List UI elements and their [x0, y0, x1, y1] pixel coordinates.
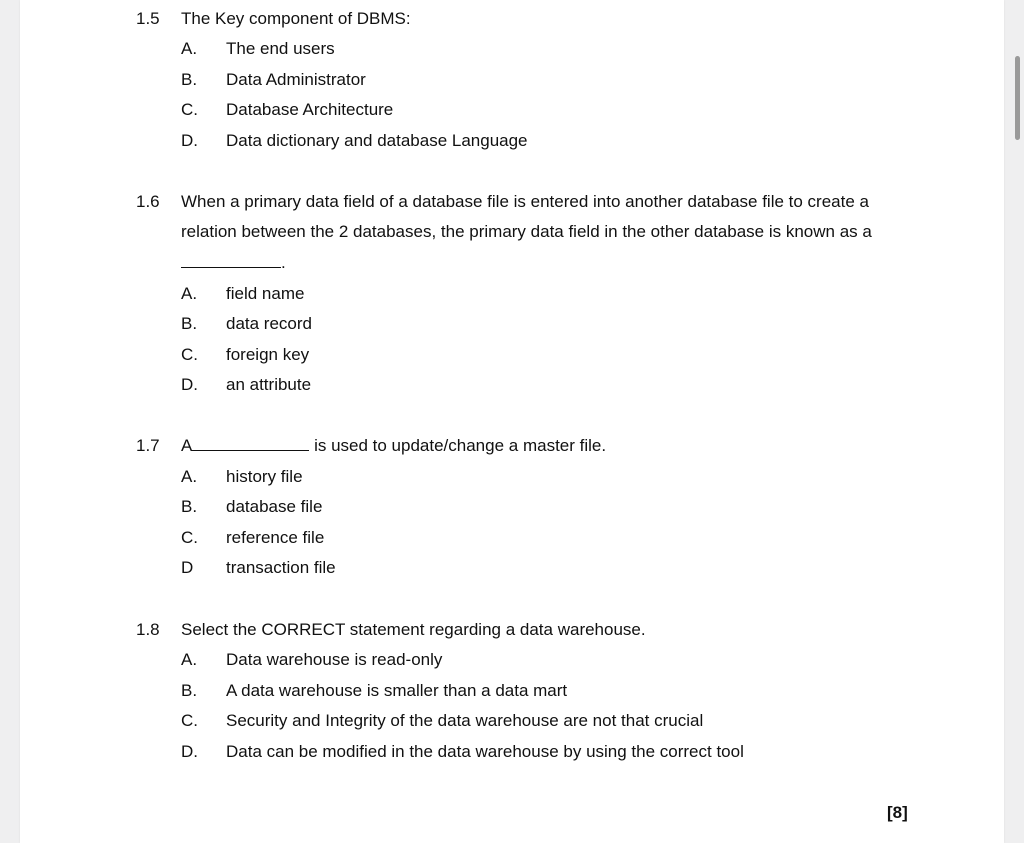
question-text: The Key component of DBMS:: [181, 9, 411, 28]
option-text: A data warehouse is smaller than a data mart: [226, 681, 568, 700]
question-text: Select the CORRECT statement regarding a data warehouse.: [181, 620, 646, 639]
option-text: database file: [226, 497, 323, 516]
option-letter: A.: [181, 650, 198, 669]
option-letter: D.: [181, 131, 198, 150]
option-text: an attribute: [226, 375, 312, 394]
question-text-line1: When a primary data field of a database file is entered into another database file to create a: [181, 192, 869, 211]
option-text: Data can be modified in the data warehouse by using the correct tool: [226, 742, 744, 761]
question-number: 1.7: [136, 436, 160, 455]
option-text: foreign key: [226, 345, 310, 364]
question-number: 1.5: [136, 9, 160, 28]
question-text: [181, 436, 606, 456]
blank-underline: [192, 436, 309, 451]
answer-blank-line: [181, 253, 286, 273]
option-text: history file: [226, 467, 303, 486]
option-text: Security and Integrity of the data warehouse are not that crucial: [226, 711, 704, 730]
option-letter: A.: [181, 467, 198, 486]
option-letter: D: [181, 558, 194, 577]
option-letter: D.: [181, 742, 198, 761]
question-text-line2: relation between the 2 databases, the primary data field in the other database is known as a: [181, 222, 872, 241]
option-text: The end users: [226, 39, 335, 58]
blank-underline: [181, 253, 281, 268]
question-text-prefix: A: [181, 436, 193, 455]
question-text-suffix: is used to update/change a master file.: [309, 436, 607, 455]
option-text: transaction file: [226, 558, 336, 577]
option-letter: C.: [181, 345, 198, 364]
blank-terminator: .: [281, 253, 286, 272]
option-text: reference file: [226, 528, 325, 547]
option-letter: C.: [181, 100, 198, 119]
option-text: Data Administrator: [226, 70, 366, 89]
option-text: Data warehouse is read-only: [226, 650, 443, 669]
option-letter: A.: [181, 39, 198, 58]
option-text: field name: [226, 284, 305, 303]
section-marks: [8]: [887, 803, 908, 822]
option-letter: A.: [181, 284, 198, 303]
option-letter: C.: [181, 711, 198, 730]
scrollbar-thumb[interactable]: [1015, 56, 1020, 140]
option-letter: B.: [181, 70, 198, 89]
option-letter: B.: [181, 314, 198, 333]
option-text: Data dictionary and database Language: [226, 131, 528, 150]
option-letter: B.: [181, 681, 198, 700]
question-number: 1.6: [136, 192, 160, 211]
question-number: 1.8: [136, 620, 160, 639]
option-text: data record: [226, 314, 312, 333]
option-letter: D.: [181, 375, 198, 394]
option-letter: B.: [181, 497, 198, 516]
option-text: Database Architecture: [226, 100, 394, 119]
option-letter: C.: [181, 528, 198, 547]
